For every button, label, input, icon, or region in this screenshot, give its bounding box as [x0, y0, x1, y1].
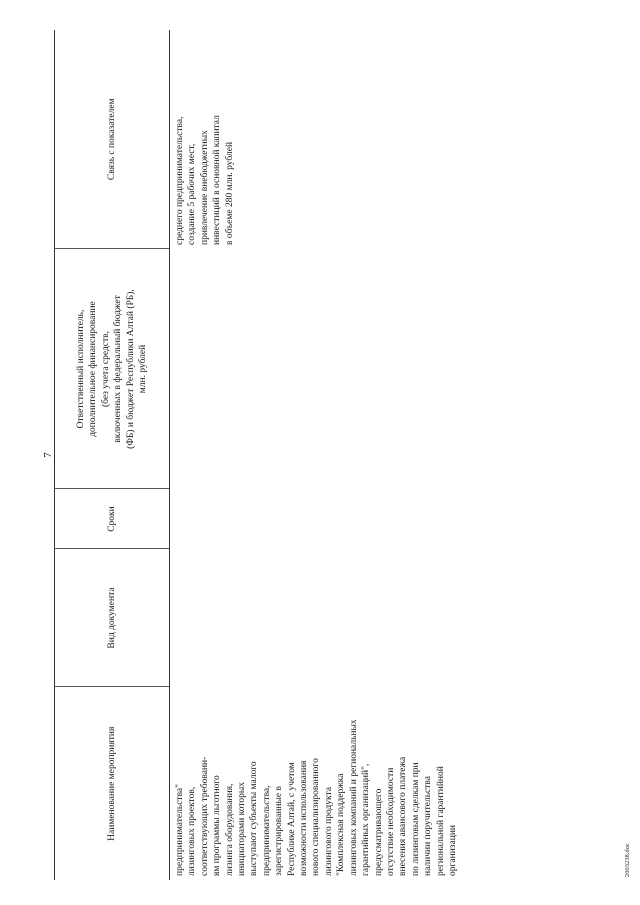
table-row: [170, 30, 460, 880]
cell-document-type: [170, 549, 460, 687]
page-number: 7: [42, 452, 54, 458]
table-header-row: [55, 30, 170, 880]
rotated-page-content: [40, 30, 631, 880]
cell-activity: предпринимательства" лизинговых проектов, соответствующих требовани- ям программы льготного лизинга оборудования, инициаторами которых выступают субъекты малого предпринимательства, зарегистрированные в Республике Алтай, с учетом возможности использования нового специализированного лизингового продукта "Комплексная поддержка лизинговых компаний и региональных гарантийных организаций", предусматривающего отсутствие необходимости внесения авансового платежа по лизинговым сделкам при наличии поручительства региональной гарантийной организации: [175, 719, 458, 876]
header-indicator-link: Связь с показателем: [55, 30, 170, 249]
header-activity-name: Наименование мероприятия: [55, 687, 170, 880]
document-file-code: 2003238.doc: [624, 843, 631, 877]
activity-table: [54, 30, 459, 880]
header-deadline: Сроки: [55, 489, 170, 549]
header-document-type: Вид документа: [55, 549, 170, 687]
cell-indicator-link: среднего предпринимательства, создание 5 рабочих мест, привлечение внебюджетных инвестиций в основной капитал в объеме 280 млн. рублей: [175, 115, 235, 245]
header-executor-funding: Ответственный исполнитель, дополнительное финансирование (без учета средств, включенных в федеральный бюджет (ФБ) и бюджет Республики Алтай (РБ), млн. рублей: [55, 249, 170, 489]
cell-deadline: [170, 489, 460, 549]
cell-executor: [170, 249, 460, 489]
